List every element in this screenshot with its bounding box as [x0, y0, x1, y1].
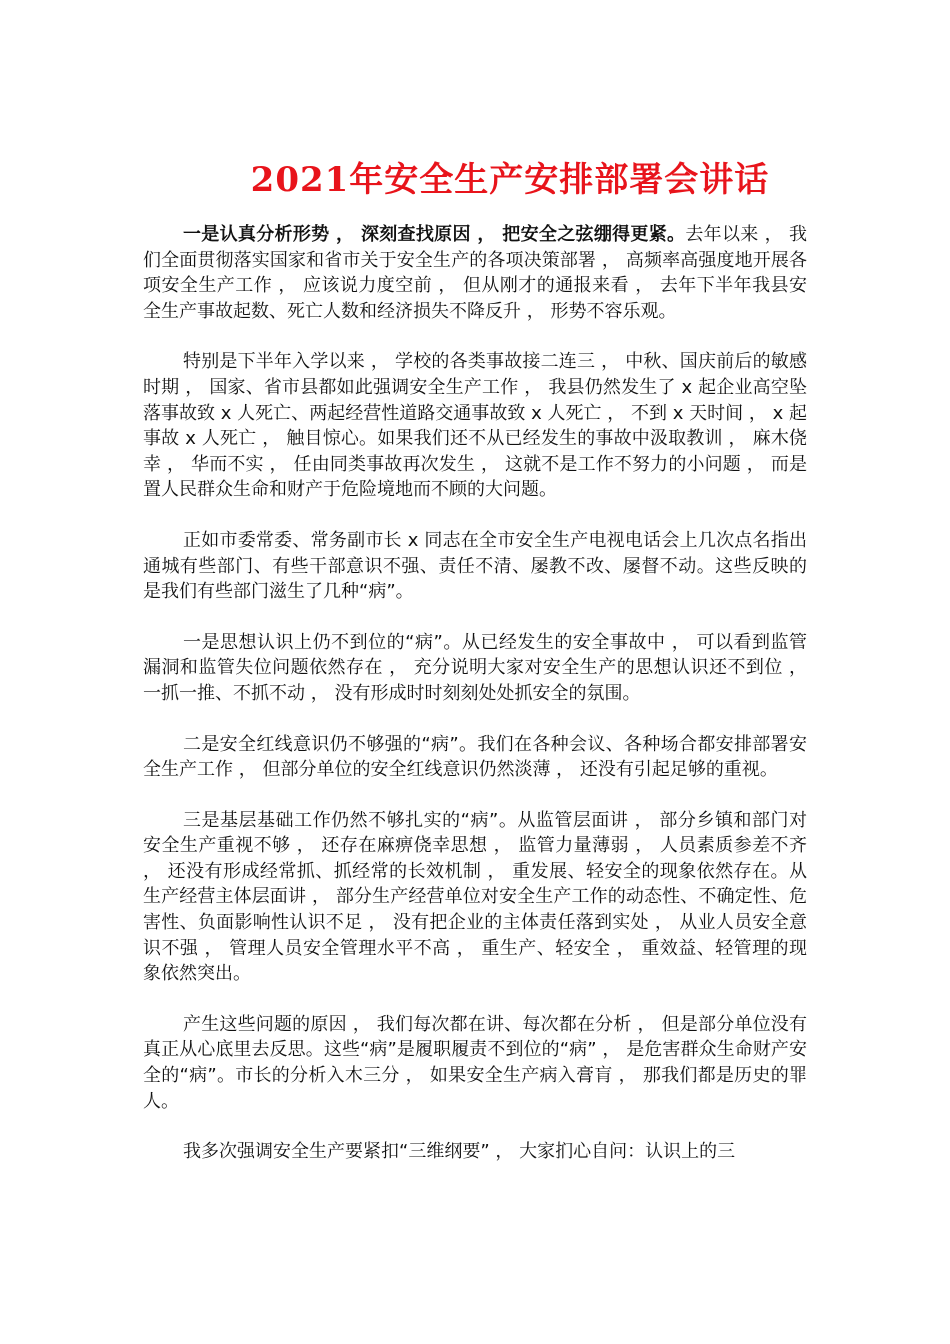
paragraph-1 — [143, 222, 807, 324]
paragraph-5 — [143, 732, 807, 783]
paragraph-8 — [143, 1139, 807, 1165]
paragraph-text: 正如市委常委、常务副市长 x 同志在全市安全生产电视电话会上几次点名指出通城有些部门、有些干部意识不强、责任不清、屡教不改、屡督不动。这些反映的是我们有些部门滋生了几种“病”。 — [143, 529, 807, 603]
paragraph-3 — [143, 528, 807, 605]
paragraph-text: 一是思想认识上仍不到位的“病”。从已经发生的安全事故中 ， 可以看到监管漏洞和监管失位问题依然存在 ， 充分说明大家对安全生产的思想认识还不到位 ， 一抓一推、不抓不动 ， 没有形成时时刻刻处处抓安全的氛围。 — [143, 631, 807, 704]
document-title: 2021年安全生产安排部署会讲话 — [250, 160, 770, 200]
document-body — [143, 222, 807, 1190]
paragraph-text: 产生这些问题的原因 ， 我们每次都在讲、每次都在分析 ， 但是部分单位没有真正从心底里去反思。这些“病”是履职履责不到位的“病” ， 是危害群众生命财产安全的“病”。市长的分析入木三分 ， 如果安全生产病入膏肓 ， 那我们都是历史的罪人。 — [143, 1013, 807, 1112]
paragraph-2 — [143, 349, 807, 503]
paragraph-4 — [143, 630, 807, 707]
paragraph-text: 二是安全红线意识仍不够强的“病”。我们在各种会议、各种场合都安排部署安全生产工作 ， 但部分单位的安全红线意识仍然淡薄 ， 还没有引起足够的重视。 — [143, 733, 807, 781]
paragraph-6 — [143, 808, 807, 987]
paragraph-lead: 一是认真分析形势 ， 深刻查找原因 ， 把安全之弦绷得更紧。 — [183, 224, 686, 245]
paragraph-text: 去年以来 ， 我们全面贯彻落实国家和省市关于安全生产的各项决策部署 ， 高频率高强度地开展各项安全生产工作 ， 应该说力度空前 ， 但从刚才的通报来看 ， 去年下半年我县安全生产事故起数、死亡人数和经济损失不降反升 ， 形势不容乐观。 — [143, 224, 807, 322]
paragraph-text: 特别是下半年入学以来 ， 学校的各类事故接二连三 ， 中秋、国庆前后的敏感时期 ， 国家、省市县都如此强调安全生产工作 ， 我县仍然发生了 x 起企业高空坠落事故致 x 人死亡、两起经营性道路交通事故致 x 人死亡 ， 不到 x 天时间 ， x 起事故 x 人死亡 ， 触目惊心。如果我们还不从已经发生的事故中汲取教训 ， 麻木侥幸 ， 华而不实 ， 任由同类事故再次发生 ， 这就不是工作不努力的小问题 ， 而是置人民群众生命和财产于危险境地而不顾的大问题。 — [143, 351, 807, 501]
paragraph-text: 三是基层基础工作仍然不够扎实的“病”。从监管层面讲 ， 部分乡镇和部门对安全生产重视不够 ， 还存在麻痹侥幸思想 ， 监管力量薄弱 ， 人员素质参差不齐 ， 还没有形成经常抓、抓经常的长效机制 ， 重发展、轻安全的现象依然存在。从生产经营主体层面讲 ， 部分生产经营单位对安全生产工作的动态性、不确定性、危害性、负面影响性认识不足 ， 没有把企业的主体责任落到实处 ， 从业人员安全意识不强 ， 管理人员安全管理水平不高 ， 重生产、轻安全 ， 重效益、轻管理的现象依然突出。 — [143, 809, 807, 985]
paragraph-7 — [143, 1012, 807, 1114]
paragraph-text: 我多次强调安全生产要紧扣“三维纲要” ， 大家扪心自问：认识上的三 — [183, 1141, 736, 1163]
